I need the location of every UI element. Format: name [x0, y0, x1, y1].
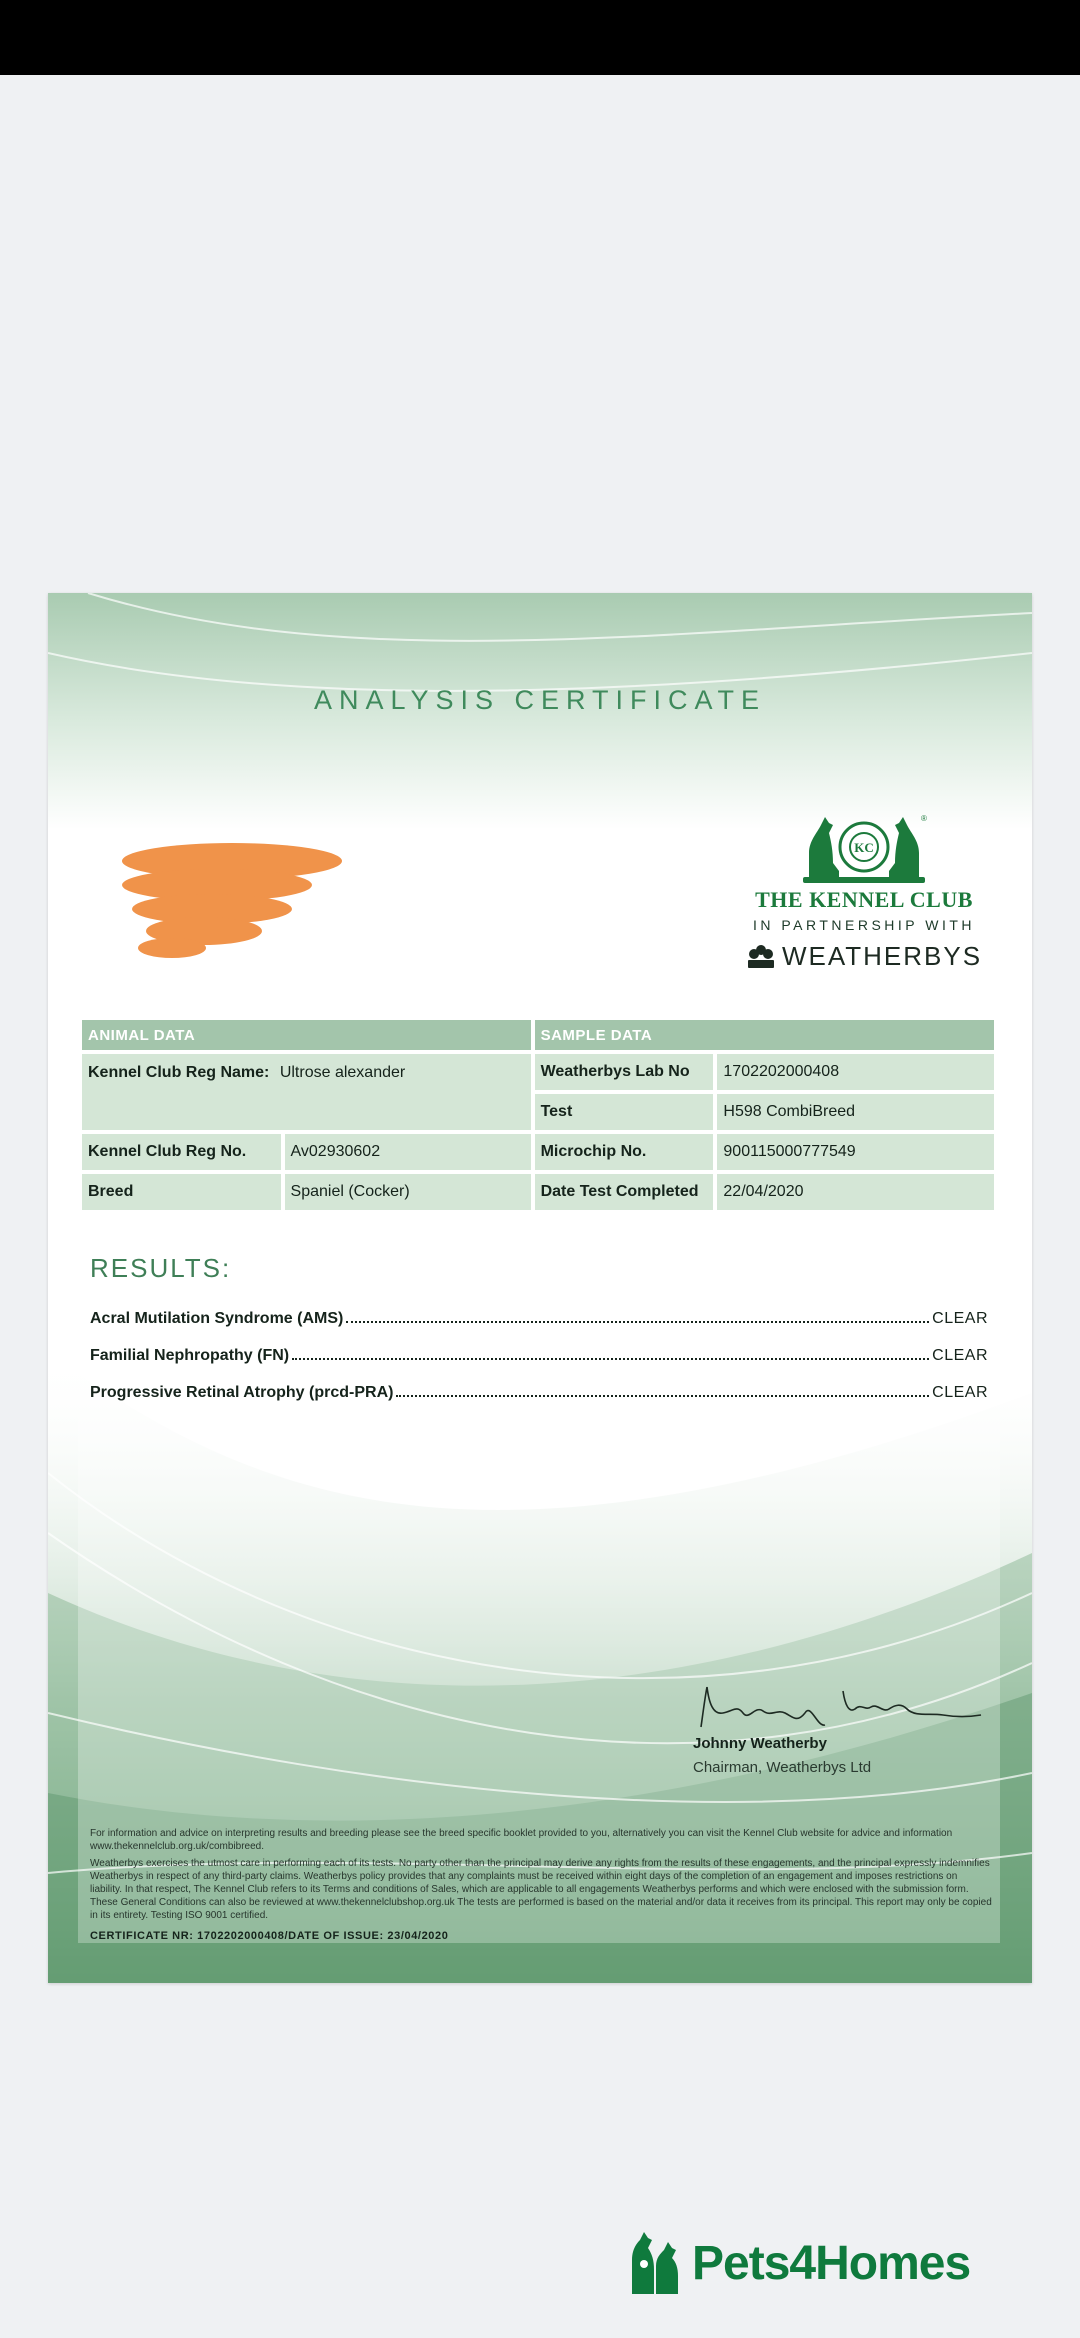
certificate-data-table — [78, 1016, 998, 1214]
result-name: Progressive Retinal Atrophy (prcd-PRA) — [90, 1384, 394, 1401]
microchip-value: 900115000777549 — [717, 1134, 994, 1170]
microchip-label: Microchip No. — [535, 1134, 714, 1170]
date-completed-value: 22/04/2020 — [717, 1174, 994, 1210]
status-bar — [0, 0, 1080, 75]
certificate-title: ANALYSIS CERTIFICATE — [313, 685, 767, 715]
pets4homes-brand: Pets4Homes — [692, 2236, 971, 2290]
result-status: CLEAR — [932, 1310, 988, 1327]
weatherbys-crest-icon — [746, 944, 776, 970]
reg-no-label: Kennel Club Reg No. — [82, 1134, 281, 1170]
lab-no-value: 1702202000408 — [717, 1054, 994, 1090]
reg-name-label: Kennel Club Reg Name: — [88, 1064, 270, 1081]
signature-image — [693, 1683, 983, 1733]
result-leader-dots — [346, 1309, 929, 1323]
weatherbys-name: WEATHERBYS — [781, 941, 983, 971]
reg-name-cell — [82, 1054, 531, 1130]
reg-no-value: Av02930602 — [285, 1134, 531, 1170]
pets4homes-logo — [626, 2228, 1006, 2298]
result-row — [90, 1383, 988, 1402]
kennel-club-name: THE KENNEL CLUB — [755, 887, 973, 912]
certificate-background — [48, 593, 1032, 1983]
test-value: H598 CombiBreed — [717, 1094, 994, 1130]
disclaimer-text: Weatherbys exercises the utmost care in performing each of its tests. No party other than the principal may derive any rights from the results of these engagements, and the principal expressly indemnifies Weatherbys in respect of any third-party claims. Weatherbys policy provides that any complaints must be received within eight days of the completion of an engagement and imposes restrictions on liability. In that respect, The Kennel Club refers to its Terms and conditions of Sales, which are applicable to all engagements Weatherbys performs and which were enclosed with the submission form. These General Conditions can also be reviewed at www.thekennelclubshop.org.uk The tests are performed is based on the material and/or data it receives from its principal. This report may only be copied in its entirety. Testing ISO 9001 certified. — [90, 1858, 992, 1921]
emblem-text: KC — [854, 840, 874, 855]
kennel-club-emblem-icon — [799, 811, 929, 885]
result-leader-dots — [292, 1346, 929, 1360]
result-status: CLEAR — [932, 1384, 988, 1401]
redaction-scribble — [112, 833, 372, 963]
animal-data-header: ANIMAL DATA — [82, 1020, 531, 1050]
result-name: Acral Mutilation Syndrome (AMS) — [90, 1310, 344, 1327]
date-completed-label: Date Test Completed — [535, 1174, 714, 1210]
breed-label: Breed — [82, 1174, 281, 1210]
advice-text: For information and advice on interpreting results and breeding please see the breed specific booklet provided to you, alternatively you can visit the Kennel Club website for advice and information www.thekennelclub.org.uk/combibreed. — [90, 1828, 953, 1852]
signatory-title: Chairman, Weatherbys Ltd — [693, 1759, 872, 1776]
weatherbys-logo — [734, 941, 994, 972]
certificate-number: CERTIFICATE NR: 1702202000408/DATE OF ISSUE: 23/04/2020 — [90, 1930, 449, 1942]
results-title: RESULTS: — [90, 1253, 232, 1283]
result-row — [90, 1309, 988, 1328]
result-name: Familial Nephropathy (FN) — [90, 1347, 290, 1364]
signatory-name: Johnny Weatherby — [693, 1735, 827, 1752]
kennel-club-logo — [734, 811, 994, 991]
result-status: CLEAR — [932, 1347, 988, 1364]
pets4homes-mascot-icon — [626, 2230, 686, 2296]
sample-data-header: SAMPLE DATA — [535, 1020, 994, 1050]
registered-mark: ® — [921, 814, 927, 823]
breed-value: Spaniel (Cocker) — [285, 1174, 531, 1210]
lab-no-label: Weatherbys Lab No — [535, 1054, 714, 1090]
analysis-certificate — [48, 593, 1032, 1983]
result-leader-dots — [396, 1383, 929, 1397]
result-row — [90, 1346, 988, 1365]
partnership-text: IN PARTNERSHIP WITH — [752, 917, 976, 933]
reg-name-value: Ultrose alexander — [279, 1064, 406, 1081]
test-label: Test — [535, 1094, 714, 1130]
